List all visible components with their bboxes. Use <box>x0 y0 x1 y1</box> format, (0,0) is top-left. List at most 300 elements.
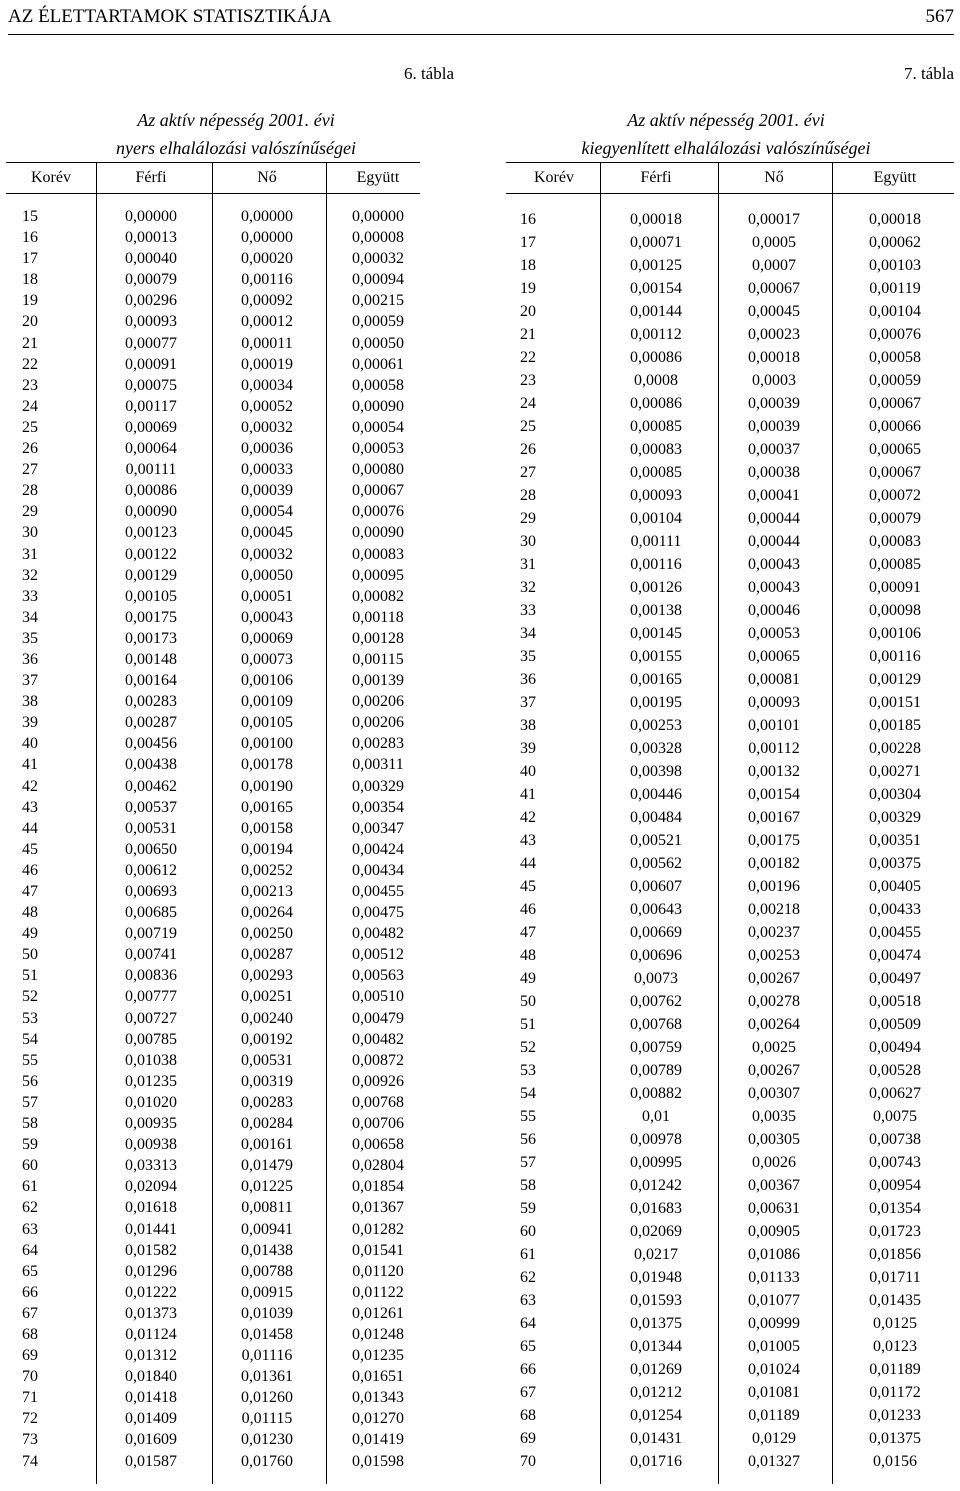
total-value-cell: 0,00053 <box>352 440 404 458</box>
total-value-cell: 0,00215 <box>352 292 404 310</box>
table-row <box>506 1335 954 1358</box>
table-row <box>506 806 954 829</box>
total-value-cell: 0,00091 <box>869 579 921 596</box>
table-row <box>506 1151 954 1174</box>
total-value-cell: 0,01122 <box>352 1283 404 1301</box>
male-value-cell: 0,00562 <box>630 855 682 872</box>
female-value-cell: 0,01024 <box>748 1361 800 1378</box>
female-value-cell: 0,00251 <box>241 988 293 1006</box>
total-value-cell: 0,00067 <box>352 482 404 500</box>
col-total-header: Együtt <box>356 169 400 186</box>
male-value-cell: 0,00086 <box>630 349 682 366</box>
col-female-header: Nő <box>257 169 277 186</box>
male-value-cell: 0,00117 <box>125 397 177 415</box>
male-value-cell: 0,01683 <box>630 1200 682 1217</box>
table-row <box>506 1381 954 1404</box>
female-value-cell: 0,00264 <box>748 1016 800 1033</box>
table-row <box>6 1092 420 1113</box>
female-value-cell: 0,00043 <box>748 579 800 596</box>
age-cell: 56 <box>22 1072 38 1090</box>
total-value-cell: 0,00079 <box>869 510 921 527</box>
table-row <box>506 944 954 967</box>
table-row <box>6 375 420 396</box>
age-cell: 58 <box>22 1115 38 1133</box>
male-value-cell: 0,00077 <box>125 334 177 352</box>
female-value-cell: 0,01081 <box>748 1384 800 1401</box>
male-value-cell: 0,00154 <box>630 280 682 297</box>
table-row <box>506 1059 954 1082</box>
female-value-cell: 0,01005 <box>748 1338 800 1355</box>
table-row <box>6 649 420 670</box>
age-cell: 47 <box>22 883 38 900</box>
female-value-cell: 0,00182 <box>748 855 800 872</box>
age-cell: 49 <box>22 925 38 943</box>
female-value-cell: 0,00631 <box>748 1200 800 1217</box>
total-value-cell: 0,00433 <box>869 901 921 918</box>
table-row <box>6 1240 420 1261</box>
total-value-cell: 0,00424 <box>352 840 404 858</box>
male-value-cell: 0,00643 <box>630 901 682 918</box>
male-value-cell: 0,00091 <box>125 355 177 373</box>
table-row <box>6 1008 420 1029</box>
total-value-cell: 0,00054 <box>352 418 404 436</box>
age-cell: 44 <box>520 855 536 872</box>
female-value-cell: 0,00811 <box>241 1199 293 1217</box>
age-cell: 52 <box>520 1039 536 1056</box>
table-row <box>506 1128 954 1151</box>
total-value-cell: 0,00354 <box>352 798 404 816</box>
female-value-cell: 0,01438 <box>241 1241 293 1259</box>
table-row <box>6 733 420 754</box>
total-value-cell: 0,01282 <box>352 1220 404 1238</box>
table-row <box>506 1404 954 1427</box>
age-cell: 21 <box>22 334 38 352</box>
male-value-cell: 0,00129 <box>125 566 177 584</box>
table-row <box>506 714 954 737</box>
total-value-cell: 0,00058 <box>352 376 404 394</box>
total-value-cell: 0,01375 <box>869 1430 921 1447</box>
female-value-cell: 0,00051 <box>241 587 293 605</box>
age-cell: 28 <box>520 487 536 504</box>
age-cell: 17 <box>22 250 38 268</box>
age-cell: 50 <box>22 946 38 964</box>
table-row <box>506 829 954 852</box>
total-value-cell: 0,01248 <box>352 1325 404 1343</box>
age-cell: 29 <box>22 503 38 521</box>
age-cell: 30 <box>520 533 536 550</box>
male-value-cell: 0,00612 <box>125 861 177 879</box>
male-value-cell: 0,00253 <box>630 717 682 734</box>
total-value-cell: 0,00008 <box>352 229 404 247</box>
table-row <box>6 1429 420 1450</box>
age-cell: 40 <box>520 763 536 780</box>
age-cell: 27 <box>22 461 38 479</box>
age-cell: 17 <box>520 234 536 251</box>
table-row <box>506 369 954 392</box>
male-value-cell: 0,00938 <box>125 1136 177 1154</box>
male-value-cell: 0,01431 <box>630 1430 682 1447</box>
male-value-cell: 0,00164 <box>125 672 177 690</box>
age-cell: 69 <box>520 1430 536 1447</box>
female-value-cell: 0,00132 <box>748 763 800 780</box>
total-value-cell: 0,00104 <box>869 303 921 320</box>
age-cell: 18 <box>22 271 38 289</box>
total-value-cell: 0,00103 <box>869 257 921 274</box>
female-value-cell: 0,00284 <box>241 1115 293 1133</box>
total-value-cell: 0,00271 <box>869 763 921 780</box>
table-row <box>6 1113 420 1134</box>
male-value-cell: 0,00398 <box>630 763 682 780</box>
female-value-cell: 0,00367 <box>748 1177 800 1194</box>
table-row <box>6 839 420 860</box>
female-value-cell: 0,00043 <box>748 556 800 573</box>
female-value-cell: 0,00178 <box>241 756 293 774</box>
female-value-cell: 0,00039 <box>748 418 800 435</box>
total-value-cell: 0,00072 <box>869 487 921 504</box>
male-value-cell: 0,00762 <box>630 993 682 1010</box>
table-row <box>6 586 420 607</box>
age-cell: 57 <box>22 1093 38 1111</box>
table-row <box>6 1261 420 1282</box>
table-row <box>6 417 420 438</box>
female-value-cell: 0,0129 <box>752 1430 796 1447</box>
total-value-cell: 0,00872 <box>352 1051 404 1069</box>
table-row <box>6 206 420 227</box>
male-value-cell: 0,00693 <box>125 883 177 900</box>
female-value-cell: 0,00116 <box>241 271 293 289</box>
female-value-cell: 0,00053 <box>748 625 800 642</box>
total-value-cell: 0,00082 <box>352 587 404 605</box>
age-cell: 34 <box>22 608 38 626</box>
male-value-cell: 0,00719 <box>125 925 177 943</box>
table-row <box>6 923 420 944</box>
female-value-cell: 0,00045 <box>748 303 800 320</box>
table-row <box>6 607 420 628</box>
table-row <box>6 269 420 290</box>
total-value-cell: 0,01261 <box>352 1304 404 1322</box>
male-value-cell: 0,00111 <box>125 461 177 479</box>
male-value-cell: 0,01840 <box>125 1368 177 1386</box>
male-value-cell: 0,00836 <box>125 967 177 985</box>
female-value-cell: 0,00052 <box>241 397 293 415</box>
age-cell: 33 <box>520 602 536 619</box>
table-row <box>506 300 954 323</box>
total-value-cell: 0,00954 <box>869 1177 921 1194</box>
table-row <box>506 990 954 1013</box>
female-value-cell: 0,00905 <box>748 1223 800 1240</box>
female-value-cell: 0,01086 <box>748 1246 800 1263</box>
age-cell: 40 <box>22 735 38 753</box>
female-value-cell: 0,00105 <box>241 714 293 732</box>
total-value-cell: 0,01854 <box>352 1178 404 1196</box>
age-cell: 63 <box>22 1220 38 1238</box>
male-value-cell: 0,00650 <box>125 840 177 858</box>
age-cell: 59 <box>22 1136 38 1154</box>
male-value-cell: 0,00446 <box>630 786 682 803</box>
female-value-cell: 0,00278 <box>748 993 800 1010</box>
total-value-cell: 0,01723 <box>869 1223 921 1240</box>
male-value-cell: 0,00287 <box>125 714 177 732</box>
total-value-cell: 0,01598 <box>352 1452 404 1470</box>
col-male-header: Férfi <box>135 169 167 186</box>
total-value-cell: 0,00375 <box>869 855 921 872</box>
age-cell: 65 <box>520 1338 536 1355</box>
table-row <box>506 599 954 622</box>
col-male-header: Férfi <box>640 169 672 186</box>
male-value-cell: 0,01242 <box>630 1177 682 1194</box>
female-value-cell: 0,00032 <box>241 418 293 436</box>
table-row <box>506 461 954 484</box>
table-row <box>6 1029 420 1050</box>
female-value-cell: 0,00101 <box>748 717 800 734</box>
total-value-cell: 0,00032 <box>352 250 404 268</box>
age-cell: 20 <box>22 313 38 331</box>
table-row <box>6 1219 420 1240</box>
age-cell: 25 <box>520 418 536 435</box>
female-value-cell: 0,00106 <box>241 672 293 690</box>
total-value-cell: 0,01354 <box>869 1200 921 1217</box>
male-value-cell: 0,00607 <box>630 878 682 895</box>
male-value-cell: 0,00685 <box>125 904 177 922</box>
female-value-cell: 0,00034 <box>241 376 293 394</box>
total-value-cell: 0,00405 <box>869 878 921 895</box>
male-value-cell: 0,00175 <box>125 608 177 626</box>
female-value-cell: 0,00165 <box>241 798 293 816</box>
male-value-cell: 0,01269 <box>630 1361 682 1378</box>
female-value-cell: 0,00109 <box>241 693 293 711</box>
age-cell: 35 <box>22 629 38 647</box>
age-cell: 53 <box>22 1009 38 1027</box>
female-value-cell: 0,01225 <box>241 1178 293 1196</box>
female-value-cell: 0,00531 <box>241 1051 293 1069</box>
table-row <box>6 438 420 459</box>
total-value-cell: 0,00482 <box>352 925 404 943</box>
running-title: AZ ÉLETTARTAMOK STATISZTIKÁJA <box>8 6 332 27</box>
male-value-cell: 0,00071 <box>630 234 682 251</box>
table-row <box>506 530 954 553</box>
female-value-cell: 0,00018 <box>748 349 800 366</box>
male-value-cell: 0,00537 <box>125 798 177 816</box>
total-value-cell: 0,01120 <box>352 1262 404 1280</box>
table-row <box>6 670 420 691</box>
table-row <box>6 1451 420 1472</box>
table-row <box>506 231 954 254</box>
male-value-cell: 0,00759 <box>630 1039 682 1056</box>
male-value-cell: 0,00083 <box>630 441 682 458</box>
total-value-cell: 0,00083 <box>352 545 404 563</box>
table-row <box>506 1243 954 1266</box>
male-value-cell: 0,00116 <box>630 556 682 573</box>
male-value-cell: 0,00086 <box>125 482 177 500</box>
female-value-cell: 0,00037 <box>748 441 800 458</box>
age-cell: 52 <box>22 988 38 1006</box>
total-value-cell: 0,00768 <box>352 1093 404 1111</box>
total-value-cell: 0,00080 <box>352 461 404 479</box>
age-cell: 25 <box>22 418 38 436</box>
female-value-cell: 0,00043 <box>241 608 293 626</box>
total-value-cell: 0,01541 <box>352 1241 404 1259</box>
male-value-cell: 0,00138 <box>630 602 682 619</box>
female-value-cell: 0,00999 <box>748 1315 800 1332</box>
female-value-cell: 0,00039 <box>241 482 293 500</box>
table-row <box>506 898 954 921</box>
table-row <box>506 208 954 231</box>
age-cell: 32 <box>22 566 38 584</box>
male-value-cell: 0,00085 <box>630 418 682 435</box>
age-cell: 22 <box>520 349 536 366</box>
column-header <box>6 162 420 194</box>
total-value-cell: 0,00528 <box>869 1062 921 1079</box>
male-value-cell: 0,01212 <box>630 1384 682 1401</box>
total-value-cell: 0,00351 <box>869 832 921 849</box>
age-cell: 30 <box>22 524 38 542</box>
male-value-cell: 0,00018 <box>630 211 682 228</box>
total-value-cell: 0,00083 <box>869 533 921 550</box>
male-value-cell: 0,00165 <box>630 671 682 688</box>
col-female-header: Nő <box>764 169 784 186</box>
table-row <box>6 333 420 354</box>
male-value-cell: 0,00484 <box>630 809 682 826</box>
male-value-cell: 0,00727 <box>125 1009 177 1027</box>
male-value-cell: 0,00064 <box>125 440 177 458</box>
male-value-cell: 0,01038 <box>125 1051 177 1069</box>
male-value-cell: 0,01373 <box>125 1304 177 1322</box>
table-row <box>6 1282 420 1303</box>
male-value-cell: 0,01587 <box>125 1452 177 1470</box>
table-row <box>506 1289 954 1312</box>
female-value-cell: 0,00045 <box>241 524 293 542</box>
table-row <box>506 921 954 944</box>
female-value-cell: 0,00167 <box>748 809 800 826</box>
female-value-cell: 0,00283 <box>241 1093 293 1111</box>
female-value-cell: 0,00011 <box>241 334 293 352</box>
age-cell: 73 <box>22 1431 38 1449</box>
male-value-cell: 0,00148 <box>125 650 177 668</box>
total-value-cell: 0,00185 <box>869 717 921 734</box>
female-value-cell: 0,00307 <box>748 1085 800 1102</box>
female-value-cell: 0,0003 <box>752 372 796 389</box>
total-value-cell: 0,00497 <box>869 970 921 987</box>
male-value-cell: 0,00093 <box>125 313 177 331</box>
total-value-cell: 0,00926 <box>352 1072 404 1090</box>
age-cell: 61 <box>22 1178 38 1196</box>
age-cell: 43 <box>520 832 536 849</box>
age-cell: 59 <box>520 1200 536 1217</box>
female-value-cell: 0,0007 <box>752 257 796 274</box>
age-cell: 48 <box>520 947 536 964</box>
female-value-cell: 0,00044 <box>748 510 800 527</box>
total-value-cell: 0,01435 <box>869 1292 921 1309</box>
age-cell: 22 <box>22 355 38 373</box>
total-value-cell: 0,00119 <box>869 280 921 297</box>
total-value-cell: 0,00094 <box>352 271 404 289</box>
caption-line-1: Az aktív népesség 2001. évi <box>627 110 825 130</box>
total-value-cell: 0,00283 <box>352 735 404 753</box>
total-value-cell: 0,0075 <box>873 1108 917 1125</box>
table-number: 7. tábla <box>903 64 954 83</box>
table-row <box>6 986 420 1007</box>
smoothed-mortality-table <box>506 64 954 1484</box>
male-value-cell: 0,00090 <box>125 503 177 521</box>
female-value-cell: 0,00267 <box>748 1062 800 1079</box>
age-cell: 70 <box>22 1368 38 1386</box>
caption-line-1: Az aktív népesség 2001. évi <box>137 110 335 130</box>
page-header <box>8 0 954 35</box>
female-value-cell: 0,00100 <box>241 735 293 753</box>
table-row <box>506 622 954 645</box>
female-value-cell: 0,01458 <box>241 1325 293 1343</box>
table-row <box>506 668 954 691</box>
total-value-cell: 0,00479 <box>352 1009 404 1027</box>
table-row <box>6 818 420 839</box>
male-value-cell: 0,00144 <box>630 303 682 320</box>
total-value-cell: 0,00116 <box>869 648 921 665</box>
male-value-cell: 0,00768 <box>630 1016 682 1033</box>
table-row <box>506 1427 954 1450</box>
female-value-cell: 0,00190 <box>241 777 293 795</box>
total-value-cell: 0,00658 <box>352 1136 404 1154</box>
age-cell: 62 <box>22 1199 38 1217</box>
female-value-cell: 0,00267 <box>748 970 800 987</box>
total-value-cell: 0,00067 <box>869 395 921 412</box>
table-row <box>6 1324 420 1345</box>
female-value-cell: 0,00213 <box>241 883 293 900</box>
age-cell: 32 <box>520 579 536 596</box>
age-cell: 67 <box>22 1304 38 1322</box>
age-cell: 72 <box>22 1410 38 1428</box>
age-cell: 60 <box>22 1157 38 1175</box>
age-cell: 20 <box>520 303 536 320</box>
age-cell: 57 <box>520 1154 536 1171</box>
table-row <box>506 852 954 875</box>
total-value-cell: 0,00090 <box>352 397 404 415</box>
age-cell: 16 <box>520 211 536 228</box>
table-row <box>506 645 954 668</box>
table-row <box>506 346 954 369</box>
total-value-cell: 0,01419 <box>352 1431 404 1449</box>
total-value-cell: 0,00738 <box>869 1131 921 1148</box>
male-value-cell: 0,0073 <box>634 970 678 987</box>
age-cell: 26 <box>520 441 536 458</box>
table-row <box>506 323 954 346</box>
total-value-cell: 0,00139 <box>352 672 404 690</box>
male-value-cell: 0,01593 <box>630 1292 682 1309</box>
male-value-cell: 0,00069 <box>125 418 177 436</box>
total-value-cell: 0,00518 <box>869 993 921 1010</box>
total-value-cell: 0,01856 <box>869 1246 921 1263</box>
female-value-cell: 0,01189 <box>748 1407 800 1424</box>
age-cell: 16 <box>22 229 38 247</box>
female-value-cell: 0,01039 <box>241 1304 293 1322</box>
female-value-cell: 0,00073 <box>241 650 293 668</box>
female-value-cell: 0,00054 <box>241 503 293 521</box>
age-cell: 46 <box>520 901 536 918</box>
total-value-cell: 0,01343 <box>352 1389 404 1407</box>
age-cell: 37 <box>520 694 536 711</box>
male-value-cell: 0,00105 <box>125 587 177 605</box>
age-cell: 41 <box>22 756 38 774</box>
female-value-cell: 0,00175 <box>748 832 800 849</box>
age-cell: 70 <box>520 1453 536 1470</box>
male-value-cell: 0,03313 <box>125 1157 177 1175</box>
female-value-cell: 0,00012 <box>241 313 293 331</box>
male-value-cell: 0,00462 <box>125 777 177 795</box>
female-value-cell: 0,01115 <box>241 1410 293 1428</box>
age-cell: 66 <box>520 1361 536 1378</box>
table-row <box>506 1266 954 1289</box>
total-value-cell: 0,00059 <box>352 313 404 331</box>
age-cell: 26 <box>22 440 38 458</box>
